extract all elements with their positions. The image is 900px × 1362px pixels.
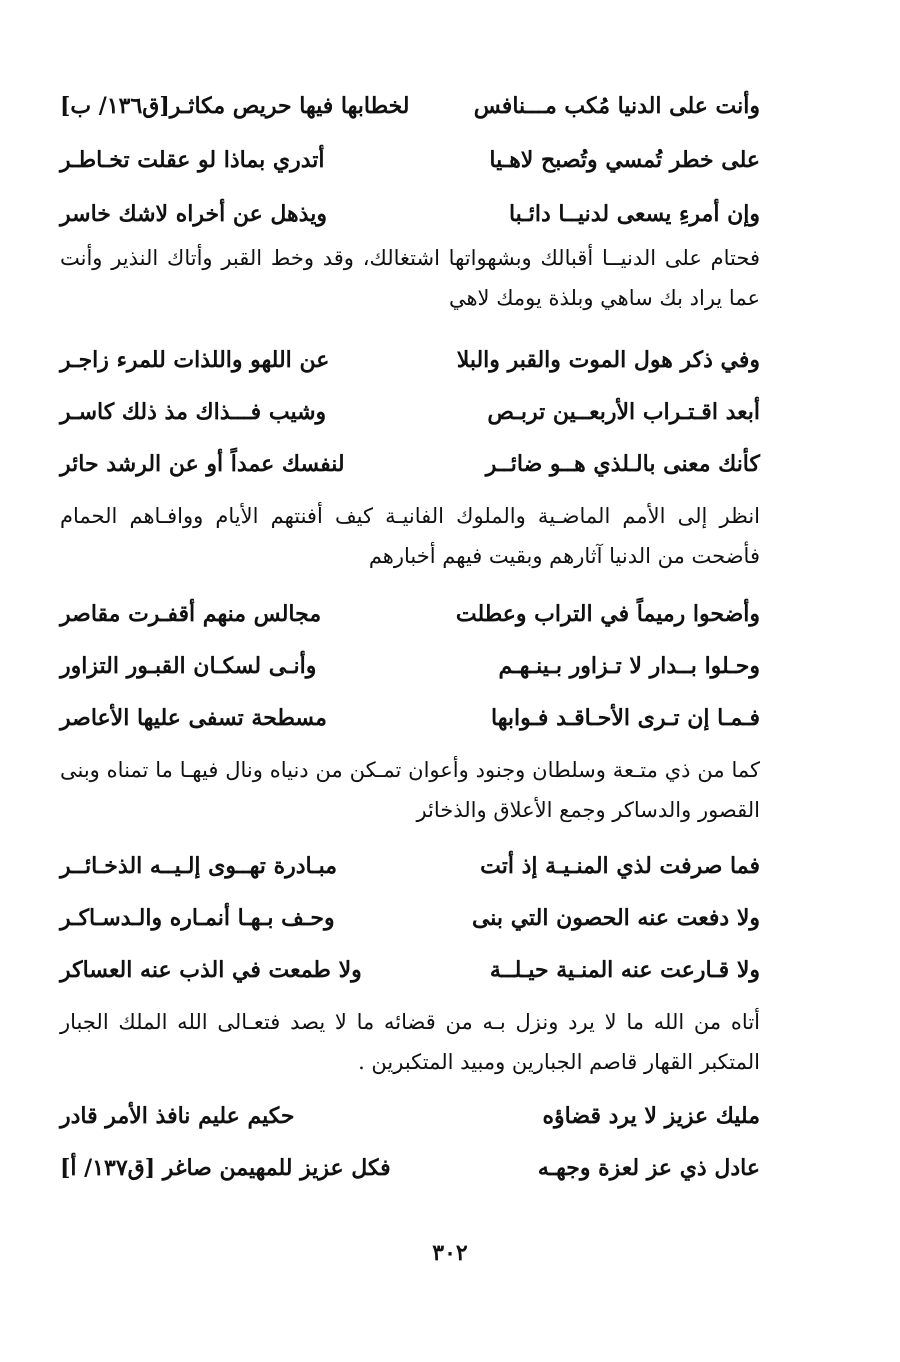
verse-second-hemistich: أتدري بماذا لو عقلت تخـاطـر: [60, 147, 325, 173]
verse-first-hemistich: وأنت على الدنيا مُكب مـــنافس: [473, 93, 760, 119]
verse-second-hemistich: وأنـى لسكـان القبـور التزاور: [60, 653, 317, 679]
verse-line: [60, 392, 760, 440]
verse-first-hemistich: عادل ذي عز لعزة وجهـه: [537, 1155, 760, 1181]
verse-first-hemistich: وفي ذكر هول الموت والقبر والبلا: [456, 347, 760, 373]
verse-first-hemistich: أبعد اقـتـراب الأربعــين تربـص: [487, 399, 760, 425]
verse-line: [60, 594, 760, 642]
prose-paragraph: فحتام على الدنيــا أقبالك وبشهواتها اشتغالك، وقد وخط القبر وأتاك النذير وأنت عما يراد بك ساهي وبلذة يومك لاهي: [60, 246, 760, 310]
verse-second-hemistich: مجالس منهم أقفـرت مقاصر: [60, 601, 322, 627]
verse-line: [60, 1148, 760, 1196]
prose-paragraph: انظر إلى الأمم الماضـية والملوك الفانيـة كيف أفنتهم الأيام ووافـاهم الحمام فأضحت من الدنيا آثارهم وبقيت فيهم أخبارهم: [60, 504, 760, 568]
verse-line: [60, 140, 760, 188]
verse-line: [60, 340, 760, 388]
verse-line: [60, 444, 760, 492]
verse-second-hemistich: مبـادرة تهــوى إلـيــه الذخـائــر: [60, 853, 338, 879]
verse-first-hemistich: مليك عزيز لا يرد قضاؤه: [542, 1103, 760, 1129]
verse-line: [60, 194, 760, 242]
prose-paragraph: كما من ذي متـعة وسلطان وجنود وأعوان تمـكن من دنياه ونال فيهـا ما تمناه وبنى القصور والدساكر وجمع الأعلاق والذخائر: [60, 758, 760, 822]
verse-second-hemistich: لخطابها فيها حريص مكاثـر[ق١٣٦/ ب]: [60, 93, 410, 119]
verse-line: [60, 1096, 760, 1144]
verse-line: [60, 646, 760, 694]
verse-second-hemistich: فكل عزيز للمهيمن صاغر [ق١٣٧/ أ]: [60, 1155, 391, 1181]
verse-second-hemistich: حكيم عليم نافذ الأمر قادر: [60, 1103, 295, 1129]
verse-first-hemistich: ولا دفعت عنه الحصون التي بنى: [471, 905, 760, 931]
verse-line: [60, 950, 760, 998]
verse-line: [60, 86, 760, 134]
verse-first-hemistich: وإن أمرءِ يسعى لدنيــا دائـبا: [508, 201, 760, 227]
verse-second-hemistich: ويذهل عن أخراه لاشك خاسر: [60, 201, 327, 227]
verse-second-hemistich: عن اللهو واللذات للمرء زاجـر: [60, 347, 330, 373]
verse-first-hemistich: فـمـا إن تـرى الأحـاقـد فـوابها: [491, 705, 760, 731]
verse-first-hemistich: فما صرفت لذي المنـيـة إذ أتت: [480, 853, 760, 879]
verse-first-hemistich: وأضحوا رميماً في التراب وعطلت: [455, 601, 760, 627]
verse-second-hemistich: وحـف بـهـا أنمـاره والـدسـاكـر: [60, 905, 335, 931]
verse-second-hemistich: وشيب فـــذاك مذ ذلك كاسـر: [60, 399, 327, 425]
verse-first-hemistich: وحـلوا بــدار لا تـزاور بـينـهـم: [498, 653, 760, 679]
verse-second-hemistich: ولا طمعت في الذب عنه العساكر: [60, 957, 362, 983]
verse-first-hemistich: ولا قـارعت عنه المنـية حيـلــة: [489, 957, 760, 983]
page-number: ٣٠٢: [432, 1240, 468, 1266]
verse-second-hemistich: لنفسك عمداً أو عن الرشد حائر: [60, 451, 345, 477]
verse-second-hemistich: مسطحة تسفى عليها الأعاصر: [60, 705, 327, 731]
verse-first-hemistich: كأنك معنى بالـلذي هــو ضائــر: [485, 451, 760, 477]
verse-line: [60, 846, 760, 894]
verse-first-hemistich: على خطر تُمسي وتُصبح لاهـيا: [489, 147, 760, 173]
prose-paragraph: أتاه من الله ما لا يرد ونزل بـه من قضائه ما لا يصد فتعـالى الله الملك الجبار المتكبر القهار قاصم الجبارين ومبيد المتكبرين .: [60, 1010, 760, 1074]
verse-line: [60, 898, 760, 946]
verse-line: [60, 698, 760, 746]
